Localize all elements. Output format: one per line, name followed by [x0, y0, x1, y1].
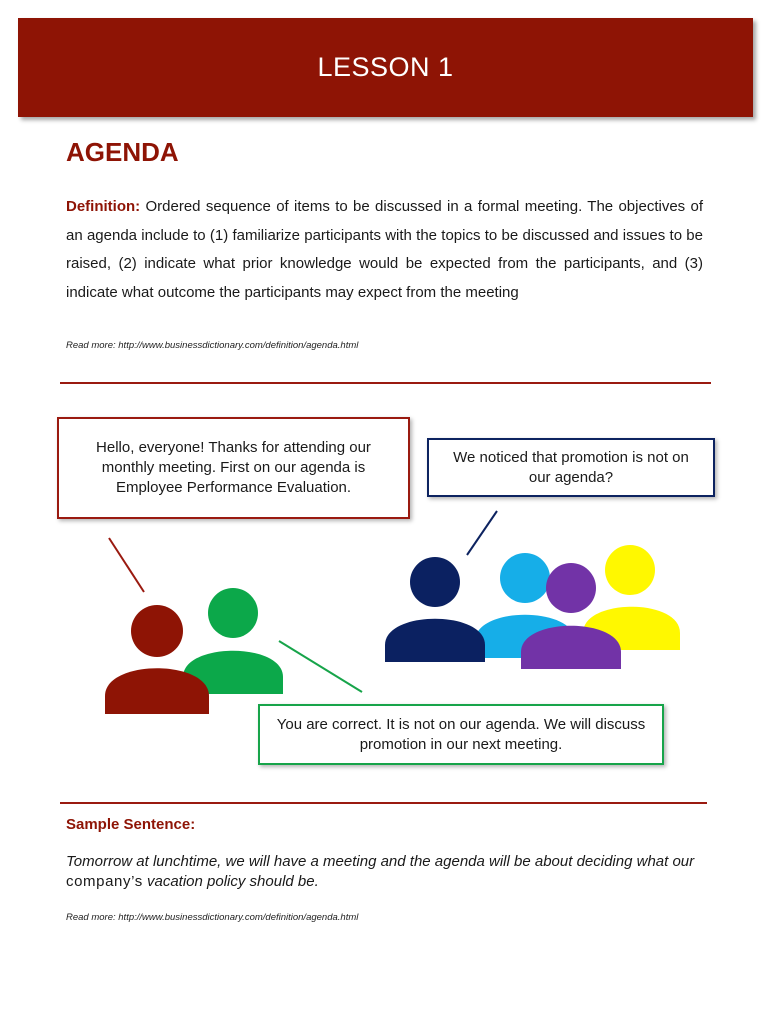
pointer-line-green — [279, 641, 362, 692]
pointer-line-red — [109, 538, 144, 592]
definition-label: Definition: — [66, 198, 141, 215]
speech-bubble-right-text: We noticed that promotion is not on our agenda? — [453, 448, 689, 486]
sample-sentence-company: company’s — [66, 873, 143, 890]
speech-bubble-right — [427, 438, 715, 497]
page-heading: AGENDA — [66, 137, 179, 167]
speech-bubble-left-text: Hello, everyone! Thanks for attending our monthly meeting. First on our agenda is Employee Performance Evaluation. — [96, 439, 371, 496]
divider-bottom — [60, 802, 707, 804]
sample-sentence-text — [66, 852, 716, 892]
person-green — [183, 588, 283, 694]
sample-sentence-part-2: vacation policy should be. — [142, 873, 319, 890]
speech-bubble-bottom-text: You are correct. It is not on our agenda. We will discuss promotion in our next meeting. — [276, 715, 646, 753]
sample-sentence-part-1: Tomorrow at lunchtime, we will have a meeting and the agenda will be about deciding what our — [66, 853, 695, 870]
read-more-link-bottom[interactable]: Read more: http://www.businessdictionary.com/definition/agenda.html — [66, 912, 359, 923]
speech-bubble-bottom — [258, 704, 664, 765]
person-red — [105, 605, 209, 714]
read-more-link-top[interactable]: Read more: http://www.businessdictionary.com/definition/agenda.html — [66, 340, 359, 351]
person-navy — [385, 557, 485, 662]
lesson-title: LESSON 1 — [317, 52, 454, 82]
sample-sentence-label: Sample Sentence: — [66, 816, 196, 833]
speech-bubble-left — [57, 417, 410, 519]
definition-text: Ordered sequence of items to be discussed in a formal meeting. The objectives of an agenda include to (1) familiarize participants with the topics to be discussed and issues to be raised, (2) indicate what prior knowledge would be expected from the participants, and (3) indicate what outcome the participants may expect from the meeting — [66, 198, 703, 301]
pointer-line-navy — [467, 511, 497, 555]
